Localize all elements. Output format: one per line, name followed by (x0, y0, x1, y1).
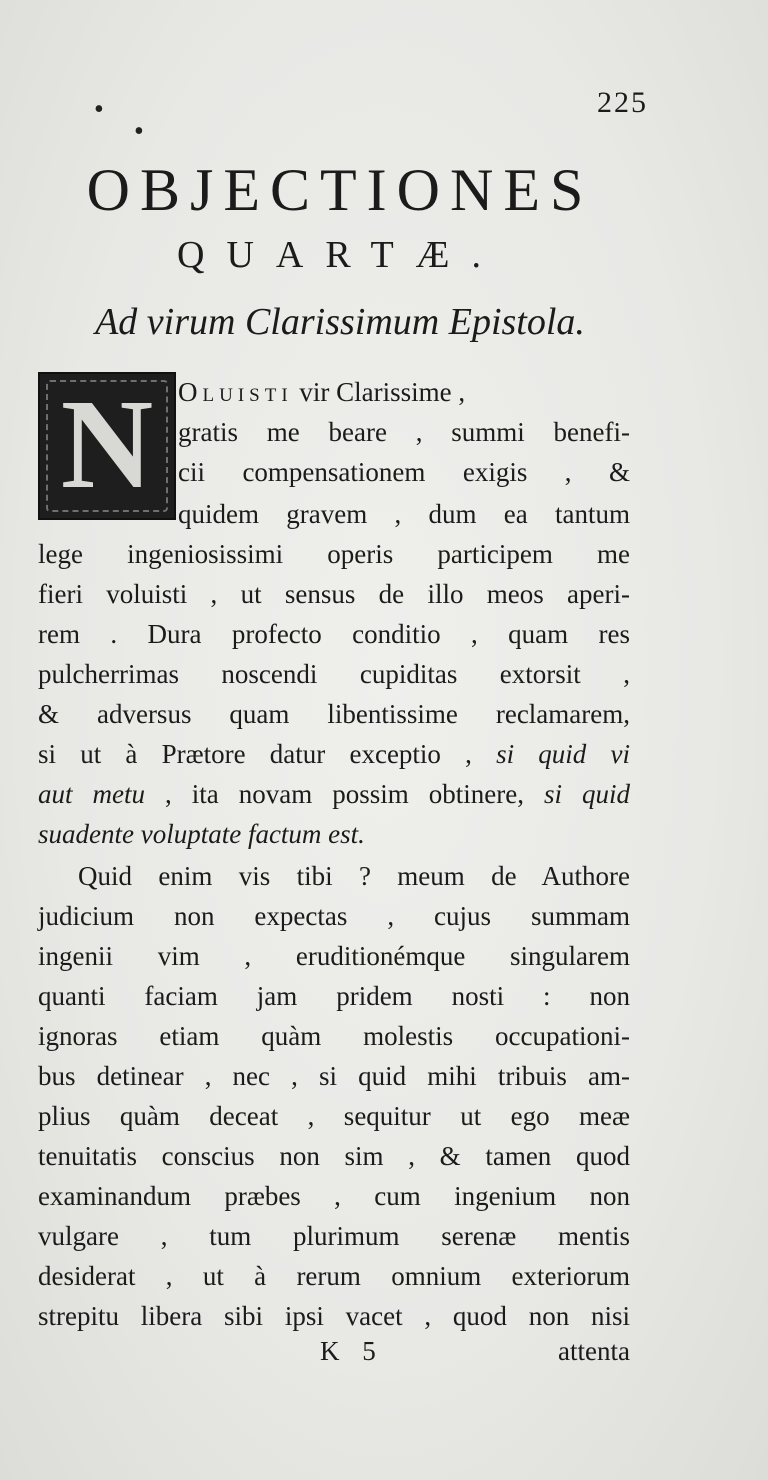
text-line: gratis me beare , summi benefi- (178, 417, 630, 447)
text-line: ingenii vim , eruditionémque singularem (38, 941, 630, 971)
text-line: pulcherrimas noscendi cupiditas extorsit , (38, 659, 630, 689)
text-line: vulgare , tum plurimum serenæ mentis (38, 1221, 630, 1251)
text-line: tenuitatis conscius non sim , & tamen quod (38, 1141, 630, 1171)
text-line: examinandum præbes , cum ingenium non (38, 1181, 630, 1211)
printer-mark: • (134, 116, 144, 147)
text-line: Quid enim vis tibi ? meum de Authore (78, 861, 630, 891)
decorated-initial (38, 372, 176, 520)
text-line: si ut à Prætore datur exceptio , si quid vi (38, 739, 630, 769)
text-line: quidem gravem , dum ea tantum (178, 499, 630, 529)
page-number: 225 (597, 86, 648, 119)
text-line: fieri voluisti , ut sensus de illo meos aperi- (38, 579, 630, 609)
text-line: aut metu , ita novam possim obtinere, si quid (38, 779, 630, 809)
text-line: strepitu libera sibi ipsi vacet , quod non nisi (38, 1301, 630, 1331)
letter-heading: Ad virum Clarissimum Epistola. (95, 301, 585, 343)
opening-word: Oluisti (178, 377, 293, 407)
text-line: desiderat , ut à rerum omnium exteriorum (38, 1261, 630, 1291)
text-line: rem . Dura profecto conditio , quam res (38, 619, 630, 649)
text-line: Oluisti vir Clarissime , (178, 377, 466, 407)
signature-mark: K 5 (320, 1336, 384, 1366)
text-line: ignoras etiam quàm molestis occupationi- (38, 1021, 630, 1051)
text-line: bus detinear , nec , si quid mihi tribuis am- (38, 1061, 630, 1091)
text-line: suadente voluptate factum est. (38, 819, 365, 849)
text-line: cii compensationem exigis , & (178, 457, 630, 487)
page-title: OBJECTIONES (86, 157, 594, 223)
text-line: plius quàm deceat , sequitur ut ego meæ (38, 1101, 630, 1131)
drop-cap-letter: N (60, 373, 154, 515)
page-subtitle: QUARTÆ. (177, 234, 503, 276)
text-line: & adversus quam libentissime reclamarem, (38, 699, 630, 729)
text-line: quanti faciam jam pridem nosti : non (38, 981, 630, 1011)
text-line: lege ingeniosissimi operis participem me (38, 539, 630, 569)
catchword: attenta (558, 1336, 630, 1366)
text-line: judicium non expectas , cujus summam (38, 901, 630, 931)
printer-mark: • (94, 94, 104, 125)
